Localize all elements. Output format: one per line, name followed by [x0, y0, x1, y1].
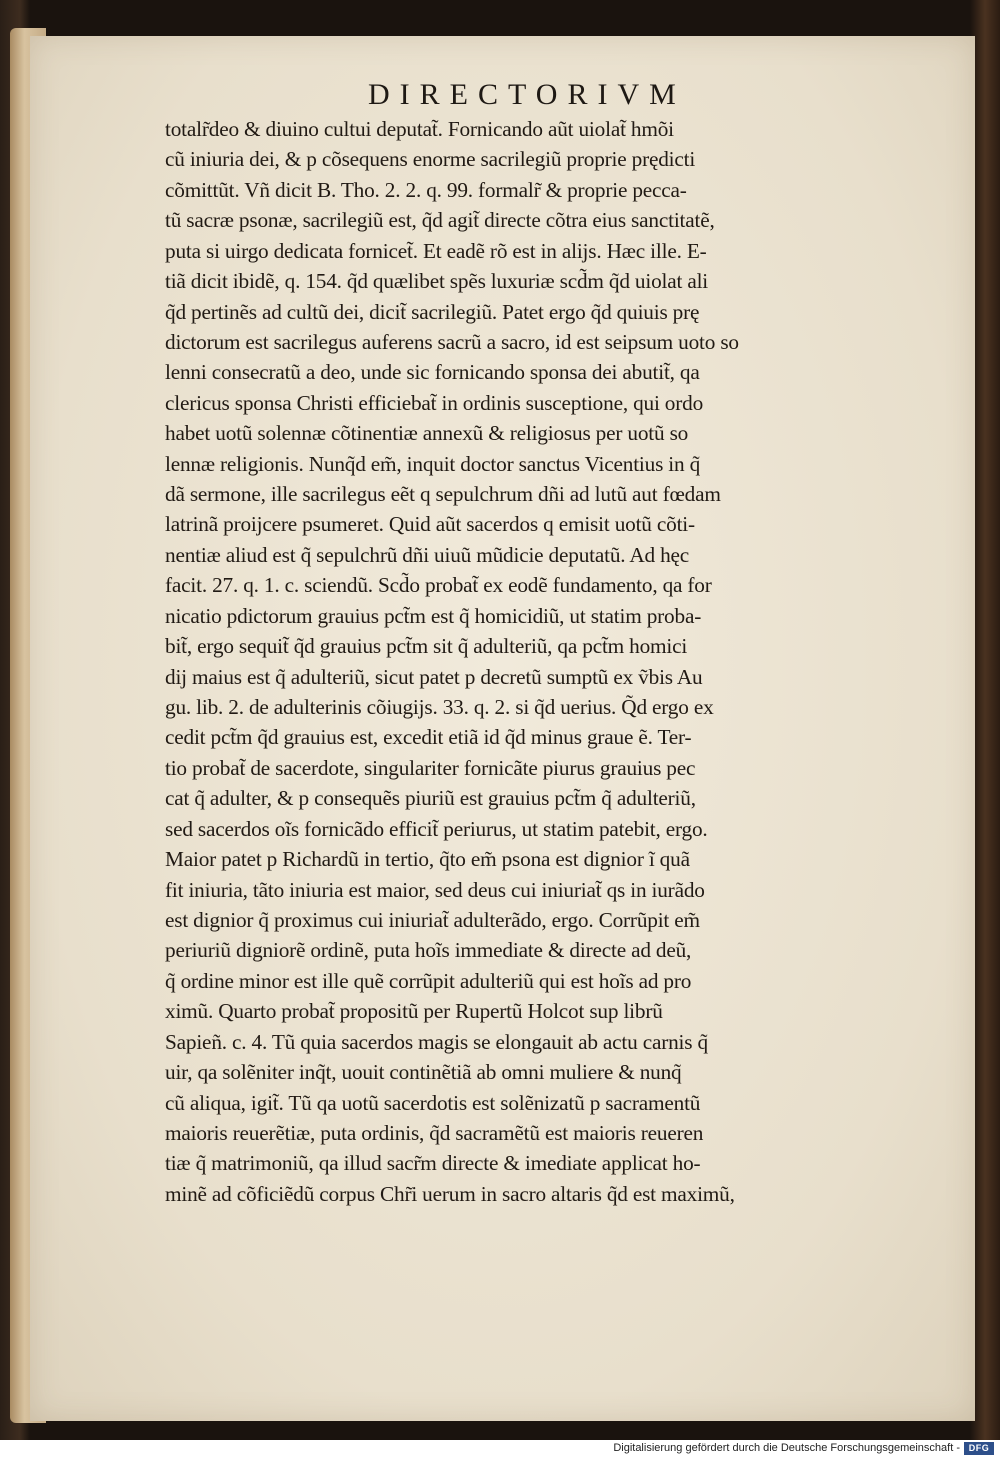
text-line: maioris reuerẽtiæ, puta ordinis, q̃d sacramẽtũ est maioris reueren	[165, 1120, 704, 1145]
text-line: latrinã proijcere psumeret. Quid aũt sacerdos q emisit uotũ cõti-	[165, 512, 695, 537]
text-line: bit̃, ergo sequit̃ q̃d grauius pct̃m sit q̃ adulteriũ, qa pct̃m homici	[165, 634, 688, 659]
text-line: cũ aliqua, igit̃. Tũ qa uotũ sacerdotis est solẽnizatũ p sacramentũ	[165, 1090, 701, 1115]
text-line: q̃ ordine minor est ille quẽ corrũpit adulteriũ qui est hoĩs ad pro	[165, 968, 692, 993]
text-line: fit iniuria, tãto iniuria est maior, sed deus cui iniuriat̃ qs in iurãdo	[165, 877, 705, 902]
text-line: tio probat̃ de sacerdote, singulariter fornicãte piurus grauius pec	[165, 755, 696, 780]
text-line: tũ sacræ psonæ, sacrilegiũ est, q̃d agit̃ directe cõtra eius sanctitatẽ,	[165, 208, 715, 233]
text-line: nentiæ aliud est q̃ sepulchrũ dñi uiuũ mũdicie deputatũ. Ad hęc	[165, 542, 690, 567]
text-line: dã sermone, ille sacrilegus eẽt q sepulchrum dñi ad lutũ aut fœdam	[165, 482, 721, 507]
running-head: DIRECTORIVM	[368, 78, 686, 111]
text-block	[165, 114, 913, 1209]
text-line: Maior patet p Richardũ in tertio, q̃to em̃ psona est dignior ĩ quã	[165, 847, 690, 872]
text-line: dictorum est sacrilegus auferens sacrũ a sacro, id est seipsum uoto so	[165, 329, 739, 354]
text-line: totalr̃deo & diuino cultui deputat̃. Fornicando aũt uiolat̃ hmõi	[165, 117, 674, 141]
funding-credit: Digitalisierung gefördert durch die Deutsche Forschungsgemeinschaft -	[613, 1442, 960, 1454]
text-line: clericus sponsa Christi efficiebat̃ in ordinis susceptione, qui ordo	[165, 390, 704, 415]
text-line: cõmittũt. Vñ dicit B. Tho. 2. 2. q. 99. formalr̃ & proprie pecca-	[165, 177, 687, 202]
text-line: sed sacerdos oĩs fornicãdo efficit̃ periurus, ut statim patebit, ergo.	[165, 816, 708, 841]
text-line: nicatio pdictorum grauius pct̃m est q̃ homicidiũ, ut statim proba-	[165, 603, 702, 628]
text-line: ximũ. Quarto probat̃ propositũ per Rupertũ Holcot sup librũ	[165, 999, 663, 1024]
text-line: facit. 27. q. 1. c. sciendũ. Scd̃o probat̃ ex eodẽ fundamento, qa for	[165, 573, 712, 598]
text-line: habet uotũ solennæ cõtinentiæ annexũ & religiosus per uotũ so	[165, 421, 689, 446]
text-line: q̃d pertinẽs ad cultũ dei, dicit̃ sacrilegiũ. Patet ergo q̃d quiuis prę	[165, 299, 700, 324]
text-line: tiã dicit ibidẽ, q. 154. q̃d quælibet spẽs luxuriæ scd̃m q̃d uiolat ali	[165, 269, 709, 294]
text-line: puta si uirgo dedicata fornicet̃. Et eadẽ rõ est in alijs. Hæc ille. E-	[165, 238, 707, 263]
text-line: cat q̃ adulter, & p consequẽs piuriũ est grauius pct̃m q̃ adulteriũ,	[165, 786, 696, 811]
text-line: cedit pct̃m q̃d grauius est, excedit etiã id q̃d minus graue ẽ. Ter-	[165, 725, 692, 750]
text-line: cũ iniuria dei, & p cõsequens enorme sacrilegiũ proprie prędicti	[165, 147, 696, 172]
dfg-logo-icon: DFG	[964, 1442, 994, 1455]
text-line: gu. lib. 2. de adulterinis cõiugijs. 33. q. 2. si q̃d uerius. Q̃d ergo ex	[165, 695, 714, 720]
text-line: minẽ ad cõficiẽdũ corpus Chr̃i uerum in sacro altaris q̃d est maximũ,	[165, 1181, 735, 1206]
text-line: lennæ religionis. Nunq̃d em̃, inquit doctor sanctus Vicentius in q̃	[165, 451, 701, 476]
text-line: lenni consecratũ a deo, unde sic fornicando sponsa dei abutit̃, qa	[165, 360, 700, 385]
footer-bar	[0, 1440, 1000, 1457]
text-line: uir, qa solẽniter inq̃t, uouit continẽtiã ab omni muliere & nunq̃	[165, 1060, 682, 1085]
text-line: est dignior q̃ proximus cui iniuriat̃ adulterãdo, ergo. Corrũpit em̃	[165, 907, 700, 932]
text-line: tiæ q̃ matrimoniũ, qa illud sacr̃m directe & imediate applicat ho-	[165, 1151, 701, 1176]
text-line: Sapieñ. c. 4. Tũ quia sacerdos magis se elongauit ab actu carnis q̃	[165, 1029, 708, 1054]
text-line: periuriũ digniorẽ ordinẽ, puta hoĩs immediate & directe ad deũ,	[165, 938, 692, 963]
text-line: dij maius est q̃ adulteriũ, sicut patet p decretũ sumptũ ex ṽbis Au	[165, 664, 703, 689]
